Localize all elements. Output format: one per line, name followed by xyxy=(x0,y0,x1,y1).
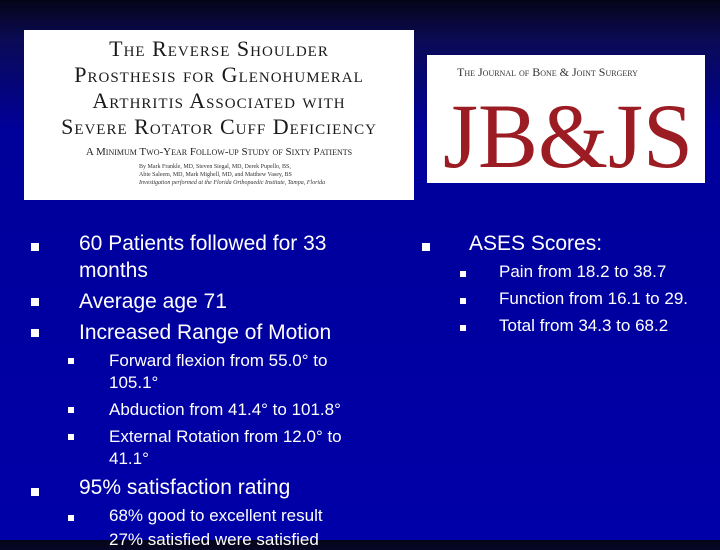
article-authors-line: By Mark Frankle, MD, Steven Siegal, MD, Derek Pupello, BS, xyxy=(139,164,291,170)
sub-bullet-icon xyxy=(460,325,466,331)
ases-item-pain: Pain from 18.2 to 38.7 xyxy=(499,262,667,281)
sub-bullet-icon xyxy=(68,407,74,413)
sub-item-abduction: Abduction from 41.4° to 101.8° xyxy=(109,400,341,419)
list-item-patients: 60 Patients followed for 33 xyxy=(79,232,327,255)
sub-item-good-excellent: 68% good to excellent result xyxy=(109,506,323,525)
bullet-icon xyxy=(31,243,39,251)
sub-bullet-icon xyxy=(460,271,466,277)
bullet-icon xyxy=(31,329,39,337)
list-item-patients-cont: months xyxy=(79,259,148,282)
article-authors-line: Abie Saleem, MD, Mark Mighell, MD, and Matthew Vasey, BS xyxy=(139,172,292,178)
article-title-image xyxy=(24,30,414,200)
article-title-line: Severe Rotator Cuff Deficiency xyxy=(61,114,377,139)
ases-item-function: Function from 16.1 to 29. xyxy=(499,289,688,308)
article-subtitle: A Minimum Two-Year Follow-up Study of Sixty Patients xyxy=(85,146,353,158)
sub-item-satisfied: 27% satisfied were satisfied xyxy=(109,530,319,549)
list-item-rom: Increased Range of Motion xyxy=(79,321,332,344)
article-authors xyxy=(139,163,409,187)
sub-item-external-rotation-cont: 41.1° xyxy=(109,449,149,468)
bullet-icon xyxy=(31,488,39,496)
sub-bullet-icon xyxy=(68,515,74,521)
list-item-age: Average age 71 xyxy=(79,290,227,313)
jbjs-logo-text: JB&JS xyxy=(443,85,693,177)
sub-item-flexion-cont: 105.1° xyxy=(109,373,159,392)
journal-title: The Journal of Bone & Joint Surgery xyxy=(457,65,638,79)
bullet-icon xyxy=(422,243,430,251)
article-investigation: Investigation performed at the Florida Orthopaedic Institute, Tampa, Florida xyxy=(139,180,326,186)
journal-logo-image xyxy=(427,55,705,183)
article-title-line: The Reverse Shoulder xyxy=(109,36,329,61)
jbjs-logo xyxy=(441,77,696,177)
ases-heading: ASES Scores: xyxy=(469,232,603,255)
sub-bullet-icon xyxy=(68,434,74,440)
sub-bullet-icon xyxy=(68,358,74,364)
ases-item-total: Total from 34.3 to 68.2 xyxy=(499,316,669,335)
bullet-icon xyxy=(31,298,39,306)
list-item-satisfaction: 95% satisfaction rating xyxy=(79,476,291,499)
article-title-line: Arthritis Associated with xyxy=(92,88,346,113)
sub-item-external-rotation: External Rotation from 12.0° to xyxy=(109,427,342,446)
sub-item-flexion: Forward flexion from 55.0° to xyxy=(109,351,328,370)
article-title-line: Prosthesis for Glenohumeral xyxy=(74,62,364,87)
sub-bullet-icon xyxy=(460,298,466,304)
